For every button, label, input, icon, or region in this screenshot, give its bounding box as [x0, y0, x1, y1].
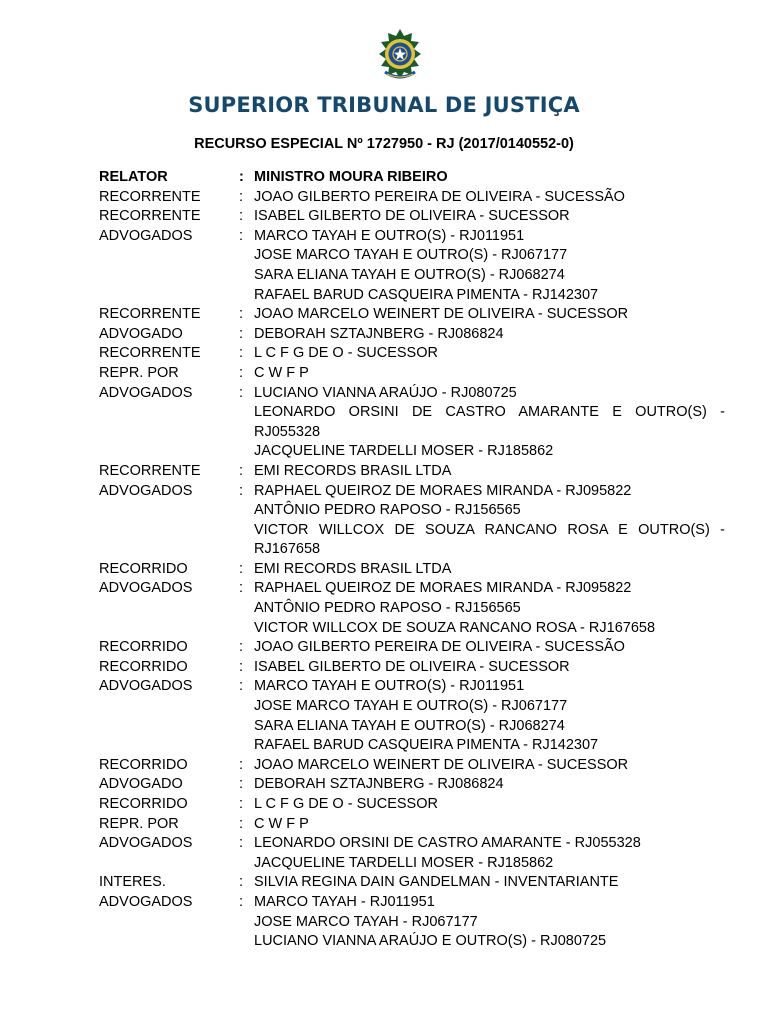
party-separator: : [239, 893, 244, 910]
party-row [99, 815, 725, 835]
party-separator: : [239, 560, 244, 577]
party-names [254, 756, 725, 776]
party-row [99, 364, 725, 384]
party-separator: : [239, 345, 244, 362]
party-row [99, 344, 725, 364]
party-name: ISABEL GILBERTO DE OLIVEIRA - SUCESSOR [254, 658, 570, 675]
party-names [254, 227, 725, 305]
party-name: RAFAEL BARUD CASQUEIRA PIMENTA - RJ142307 [254, 737, 599, 754]
party-row [99, 638, 725, 658]
party-separator: : [239, 756, 244, 773]
party-row [99, 482, 725, 560]
party-row [99, 305, 725, 325]
party-name: DEBORAH SZTAJNBERG - RJ086824 [254, 325, 504, 342]
party-name: L C F G DE O - SUCESSOR [254, 345, 438, 362]
party-name: DEBORAH SZTAJNBERG - RJ086824 [254, 776, 504, 793]
party-separator: : [239, 169, 244, 185]
party-separator: : [239, 306, 244, 323]
party-role: ADVOGADOS [99, 678, 193, 695]
party-names [254, 364, 725, 384]
party-names [254, 325, 725, 345]
party-name: LEONARDO ORSINI DE CASTRO AMARANTE E OUTRO(S) - RJ055328 [254, 404, 725, 440]
party-name: EMI RECORDS BRASIL LTDA [254, 560, 452, 577]
party-names [254, 207, 725, 227]
party-name: ANTÔNIO PEDRO RAPOSO - RJ156565 [254, 502, 521, 519]
party-role: RECORRENTE [99, 306, 201, 323]
party-separator: : [239, 188, 244, 205]
party-separator: : [239, 639, 244, 656]
party-role: ADVOGADOS [99, 893, 193, 910]
party-row [99, 795, 725, 815]
party-names [254, 677, 725, 755]
party-name: ANTÔNIO PEDRO RAPOSO - RJ156565 [254, 600, 521, 617]
party-names [254, 482, 725, 560]
party-role: REPR. POR [99, 815, 179, 832]
party-name: MINISTRO MOURA RIBEIRO [254, 169, 448, 185]
party-role: ADVOGADOS [99, 384, 193, 401]
party-name: RAFAEL BARUD CASQUEIRA PIMENTA - RJ142307 [254, 286, 599, 303]
party-row [99, 462, 725, 482]
party-name: LUCIANO VIANNA ARAÚJO - RJ080725 [254, 384, 517, 401]
party-row [99, 834, 725, 873]
party-name: MARCO TAYAH E OUTRO(S) - RJ011951 [254, 678, 525, 695]
party-names [254, 893, 725, 952]
party-separator: : [239, 227, 244, 244]
party-role: RECORRIDO [99, 560, 188, 577]
party-separator: : [239, 796, 244, 812]
party-role: RECORRIDO [99, 658, 188, 675]
party-name: JOSE MARCO TAYAH E OUTRO(S) - RJ067177 [254, 698, 568, 715]
party-name: MARCO TAYAH - RJ011951 [254, 893, 435, 910]
party-names [254, 384, 725, 462]
party-names [254, 188, 725, 208]
party-name: MARCO TAYAH E OUTRO(S) - RJ011951 [254, 227, 525, 244]
party-name: JOSE MARCO TAYAH E OUTRO(S) - RJ067177 [254, 247, 568, 264]
party-role: RECORRENTE [99, 462, 201, 479]
party-role: ADVOGADOS [99, 482, 193, 499]
party-name: JOAO GILBERTO PEREIRA DE OLIVEIRA - SUCESSÃO [254, 639, 625, 656]
party-names [254, 795, 725, 815]
party-role: RECORRIDO [99, 756, 188, 773]
party-separator: : [239, 462, 244, 479]
party-separator: : [239, 364, 244, 381]
party-name: VICTOR WILLCOX DE SOUZA RANCANO ROSA E OUTRO(S) - RJ167658 [254, 521, 725, 558]
party-names [254, 168, 725, 188]
party-name: ISABEL GILBERTO DE OLIVEIRA - SUCESSOR [254, 208, 570, 225]
party-names [254, 775, 725, 795]
party-row [99, 893, 725, 952]
party-row [99, 384, 725, 462]
party-row [99, 873, 725, 893]
party-separator: : [239, 678, 244, 695]
party-role: RECORRENTE [99, 188, 201, 205]
party-row [99, 168, 725, 188]
party-name: EMI RECORDS BRASIL LTDA [254, 462, 452, 479]
party-name: JOAO MARCELO WEINERT DE OLIVEIRA - SUCESSOR [254, 756, 629, 773]
party-separator: : [239, 325, 244, 342]
party-separator: : [239, 658, 244, 675]
party-name: RAPHAEL QUEIROZ DE MORAES MIRANDA - RJ095822 [254, 482, 632, 499]
party-names [254, 658, 725, 678]
party-row [99, 188, 725, 208]
party-separator: : [239, 776, 244, 793]
party-separator: : [239, 208, 244, 225]
party-name: C W F P [254, 815, 309, 832]
party-names [254, 462, 725, 482]
party-names [254, 579, 725, 638]
parties-list [99, 168, 725, 952]
party-role: RECORRIDO [99, 639, 188, 656]
case-title: RECURSO ESPECIAL Nº 1727950 - RJ (2017/0140552-0) [194, 136, 574, 152]
party-names [254, 638, 725, 658]
party-role: INTERES. [99, 874, 166, 891]
party-row [99, 677, 725, 755]
party-separator: : [239, 580, 244, 597]
party-role: ADVOGADOS [99, 835, 193, 852]
party-name: SILVIA REGINA DAIN GANDELMAN - INVENTARIANTE [254, 874, 619, 891]
party-row [99, 775, 725, 795]
party-row [99, 560, 725, 580]
party-name: VICTOR WILLCOX DE SOUZA RANCANO ROSA - RJ167658 [254, 619, 656, 636]
party-names [254, 834, 725, 873]
party-name: C W F P [254, 364, 309, 381]
party-names [254, 873, 725, 893]
party-name: L C F G DE O - SUCESSOR [254, 796, 438, 812]
party-name: JACQUELINE TARDELLI MOSER - RJ185862 [254, 854, 554, 871]
party-row [99, 325, 725, 345]
party-name: JACQUELINE TARDELLI MOSER - RJ185862 [254, 443, 554, 460]
party-role: ADVOGADO [99, 776, 183, 793]
party-name: JOAO MARCELO WEINERT DE OLIVEIRA - SUCESSOR [254, 306, 629, 323]
party-separator: : [239, 482, 244, 499]
party-row [99, 579, 725, 638]
party-row [99, 658, 725, 678]
party-names [254, 305, 725, 325]
party-name: SARA ELIANA TAYAH E OUTRO(S) - RJ068274 [254, 717, 565, 734]
party-separator: : [239, 874, 244, 891]
party-name: SARA ELIANA TAYAH E OUTRO(S) - RJ068274 [254, 266, 565, 283]
party-row [99, 227, 725, 305]
party-role: RECORRIDO [99, 796, 188, 812]
party-name: LUCIANO VIANNA ARAÚJO E OUTRO(S) - RJ080725 [254, 933, 607, 950]
party-name: JOAO GILBERTO PEREIRA DE OLIVEIRA - SUCESSÃO [254, 188, 625, 205]
party-role: ADVOGADOS [99, 580, 193, 597]
party-role: ADVOGADOS [99, 227, 193, 244]
party-name: LEONARDO ORSINI DE CASTRO AMARANTE - RJ055328 [254, 835, 641, 852]
party-role: REPR. POR [99, 364, 179, 381]
party-names [254, 815, 725, 835]
party-role: RECORRENTE [99, 345, 201, 362]
court-name: SUPERIOR TRIBUNAL DE JUSTIÇA [188, 93, 580, 117]
party-separator: : [239, 815, 244, 832]
brazil-coat-of-arms-icon [376, 28, 424, 82]
party-names [254, 560, 725, 580]
party-names [254, 344, 725, 364]
party-row [99, 207, 725, 227]
party-role: RELATOR [99, 169, 168, 185]
party-separator: : [239, 384, 244, 401]
party-role: ADVOGADO [99, 325, 183, 342]
party-row [99, 756, 725, 776]
party-name: JOSE MARCO TAYAH - RJ067177 [254, 913, 478, 930]
party-separator: : [239, 835, 244, 852]
party-role: RECORRENTE [99, 208, 201, 225]
party-name: RAPHAEL QUEIROZ DE MORAES MIRANDA - RJ095822 [254, 580, 632, 597]
